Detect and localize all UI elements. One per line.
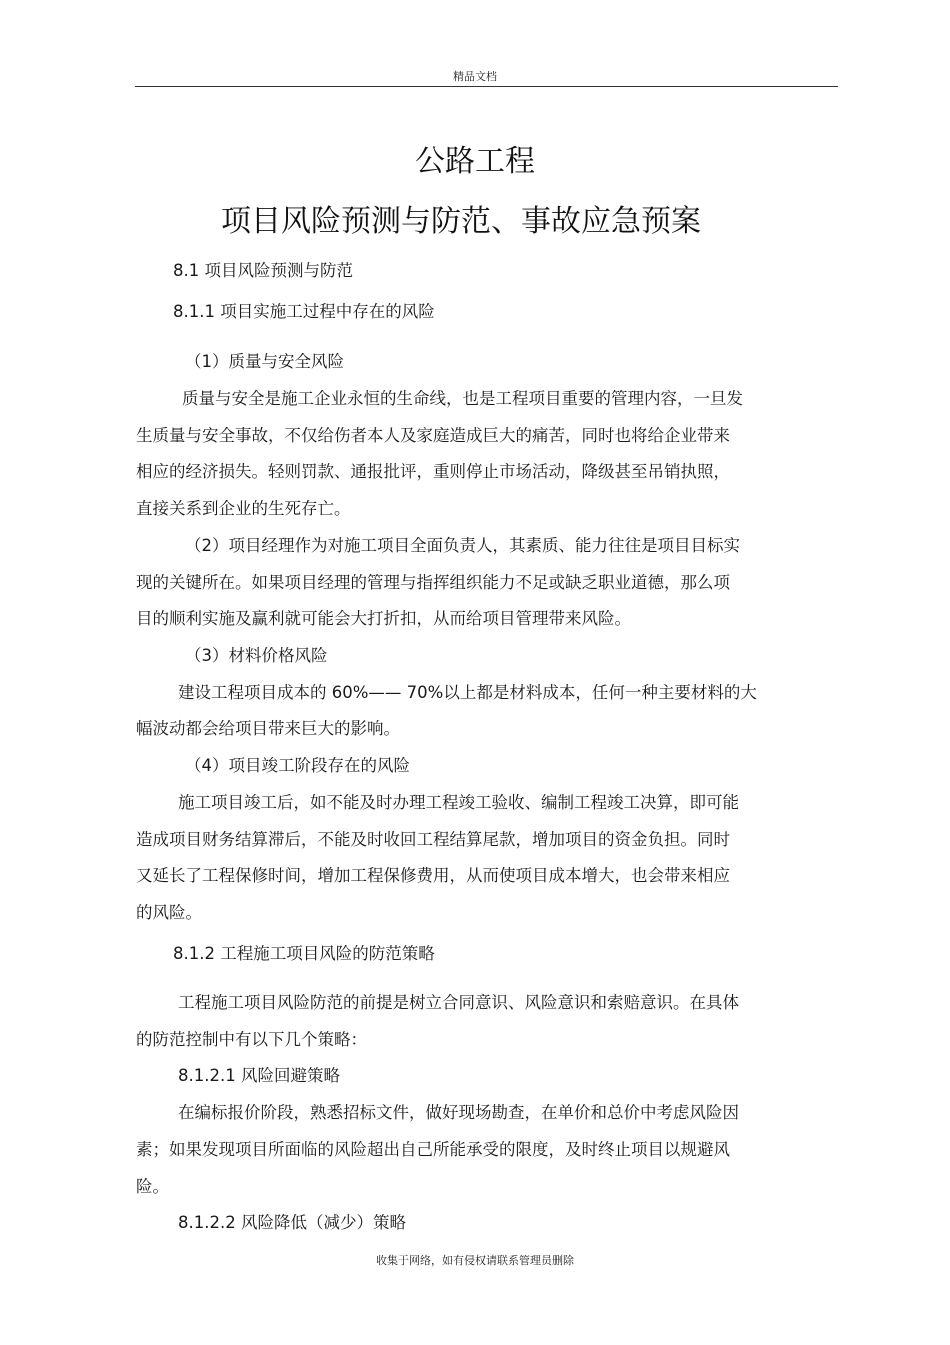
paragraph-line: 在编标报价阶段，熟悉招标文件，做好现场勘查，在单价和总价中考虑风险因 <box>178 1103 739 1122</box>
paragraph-line: 施工项目竣工后，如不能及时办理工程竣工验收、编制工程竣工决算，即可能 <box>178 793 739 812</box>
paragraph-line: 的防范控制中有以下几个策略： <box>136 1030 367 1049</box>
paragraph-line: 建设工程项目成本的 60%—— 70%以上都是材料成本，任何一种主要材料的大 <box>178 683 757 702</box>
item1-heading: （1）质量与安全风险 <box>185 352 344 371</box>
paragraph-line: 相应的经济损失。轻则罚款、通报批评，重则停止市场活动，降级甚至吊销执照， <box>136 462 730 481</box>
paragraph-line: 目的顺利实施及赢利就可能会大打折扣，从而给项目管理带来风险。 <box>136 609 631 628</box>
item3-heading: （3）材料价格风险 <box>185 646 328 665</box>
paragraph-line: 又延长了工程保修时间，增加工程保修费用，从而使项目成本增大，也会带来相应 <box>136 866 730 885</box>
paragraph-line: 的风险。 <box>136 903 202 922</box>
document-title-line2: 项目风险预测与防范、事故应急预案 <box>221 204 701 239</box>
paragraph-line: 造成项目财务结算滞后，不能及时收回工程结算尾款，增加项目的资金负担。同时 <box>136 830 730 849</box>
paragraph-line: 生质量与安全事故，不仅给伤者本人及家庭造成巨大的痛苦，同时也将给企业带来 <box>136 426 730 445</box>
paragraph-line: 直接关系到企业的生死存亡。 <box>136 499 351 518</box>
paragraph-line: 素；如果发现项目所面临的风险超出自己所能承受的限度，及时终止项目以规避风 <box>136 1140 730 1159</box>
section-heading-8-1-2-2: 8.1.2.2 风险降低（减少）策略 <box>178 1213 406 1232</box>
page-header: 精品文档 <box>453 70 497 83</box>
item4-heading: （4）项目竣工阶段存在的风险 <box>185 756 410 775</box>
header-divider <box>135 86 838 87</box>
item2-line: （2）项目经理作为对施工项目全面负责人，其素质、能力往往是项目目标实 <box>185 536 740 555</box>
document-title-line1: 公路工程 <box>415 144 535 179</box>
section-heading-8-1-2-1: 8.1.2.1 风险回避策略 <box>178 1066 340 1085</box>
section-heading-8-1-1: 8.1.1 项目实施工过程中存在的风险 <box>173 302 435 321</box>
paragraph-line: 现的关键所在。如果项目经理的管理与指挥组织能力不足或缺乏职业道德，那么项 <box>136 573 730 592</box>
section-heading-8-1-2: 8.1.2 工程施工项目风险的防范策略 <box>173 944 435 963</box>
page-footer: 收集于网络，如有侵权请联系管理员删除 <box>376 1254 574 1267</box>
section-heading-8-1: 8.1 项目风险预测与防范 <box>173 261 353 280</box>
paragraph-line: 幅波动都会给项目带来巨大的影响。 <box>136 719 400 738</box>
paragraph-line: 质量与安全是施工企业永恒的生命线，也是工程项目重要的管理内容，一旦发 <box>182 389 743 408</box>
paragraph-line: 工程施工项目风险防范的前提是树立合同意识、风险意识和索赔意识。在具体 <box>178 993 739 1012</box>
paragraph-line: 险。 <box>136 1177 169 1196</box>
